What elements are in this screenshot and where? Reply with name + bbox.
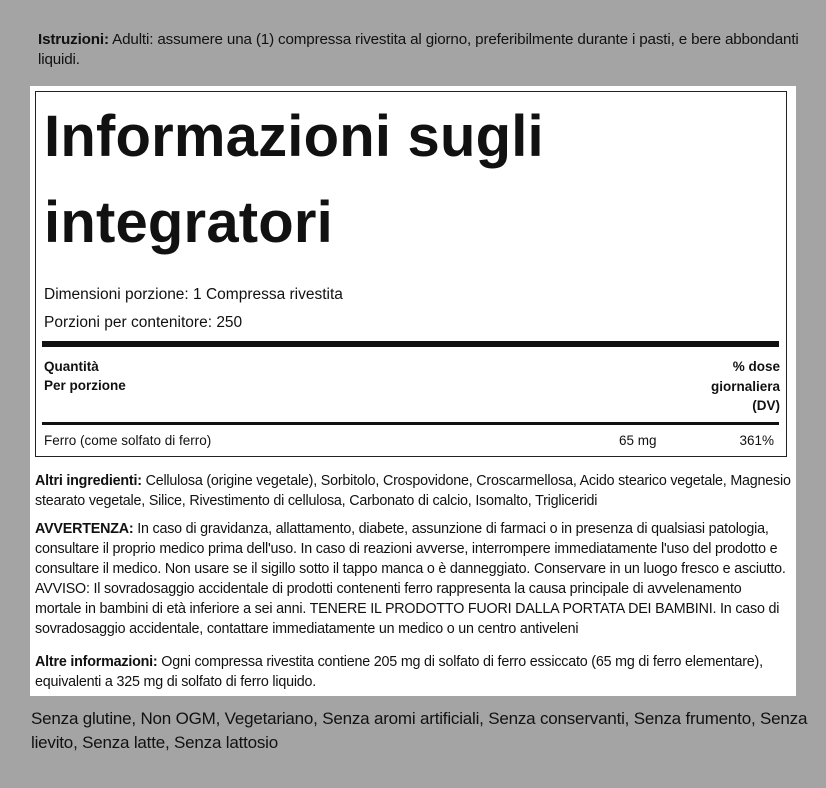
other-ingredients-label: Altri ingredienti: [35, 473, 142, 489]
supplement-facts-box [35, 91, 787, 457]
header-divider [42, 422, 779, 425]
instructions-label: Istruzioni: [38, 31, 109, 48]
dv-header-line1: % dose [732, 359, 780, 374]
nutrient-amount: 65 mg [619, 433, 657, 448]
nutrient-name: Ferro (come solfato di ferro) [44, 433, 212, 448]
thick-divider [42, 341, 779, 347]
other-info-text: Ogni compressa rivestita contiene 205 mg di solfato di ferro essiccato (65 mg di ferro elementare), equivalenti a 325 mg di solfato di ferro liquido. [35, 654, 763, 690]
quantity-header [44, 357, 126, 395]
other-info-label: Altre informazioni: [35, 654, 158, 670]
other-info [35, 652, 791, 692]
instructions-body: Adulti: assumere una (1) compressa rivestita al giorno, preferibilmente durante i pasti, e bere abbondanti liquidi. [38, 31, 799, 68]
dv-header-line3: (DV) [752, 398, 780, 413]
dv-header-line2: giornaliera [710, 378, 780, 394]
other-ingredients-text: Cellulosa (origine vegetale), Sorbitolo, Crospovidone, Croscarmellosa, Acido stearico vegetale, Magnesio stearato vegetale, Silice, Rivestimento di cellulosa, Carbonato di calcio, Isomalto, Trigliceridi [35, 473, 791, 509]
servings-per-container: Porzioni per contenitore: 250 [44, 314, 243, 331]
nutrient-dv: 361% [739, 433, 774, 448]
dv-header [711, 357, 780, 416]
instructions-text [38, 30, 808, 70]
free-from-claims: Senza glutine, Non OGM, Vegetariano, Senza aromi artificiali, Senza conservanti, Senza frumento, Senza lievito, Senza latte, Senza lattosio [31, 709, 808, 752]
facts-title: Informazioni sugli integratori [44, 104, 544, 255]
serving-size: Dimensioni porzione: 1 Compressa rivestita [44, 286, 343, 303]
quantity-header-line1: Quantità [44, 359, 99, 374]
other-ingredients [35, 471, 791, 511]
warning-label: AVVERTENZA: [35, 521, 134, 537]
label-panel [30, 86, 796, 696]
warning [35, 519, 791, 639]
warning-text: In caso di gravidanza, allattamento, diabete, assunzione di farmaci o in presenza di qualsiasi patologia, consultare il proprio medico prima dell'uso. In caso di reazioni avverse, interrompere immediatamente l'uso del prodotto e consultare il medico. Non usare se il sigillo sotto il tappo manca o è danneggiato. Conservare in un luogo fresco e asciutto. AVVISO: Il sovradosaggio accidentale di prodotti contenenti ferro rappresenta la causa principale di avvelenamento mortale in bambini di età inferiore a sei anni. TENERE IL PRODOTTO FUORI DALLA PORTATA DEI BAMBINI. In caso di sovradosaggio accidentale, contattare immediatamente un medico o un centro antiveleni [35, 521, 786, 637]
quantity-header-line2: Per porzione [44, 378, 126, 393]
